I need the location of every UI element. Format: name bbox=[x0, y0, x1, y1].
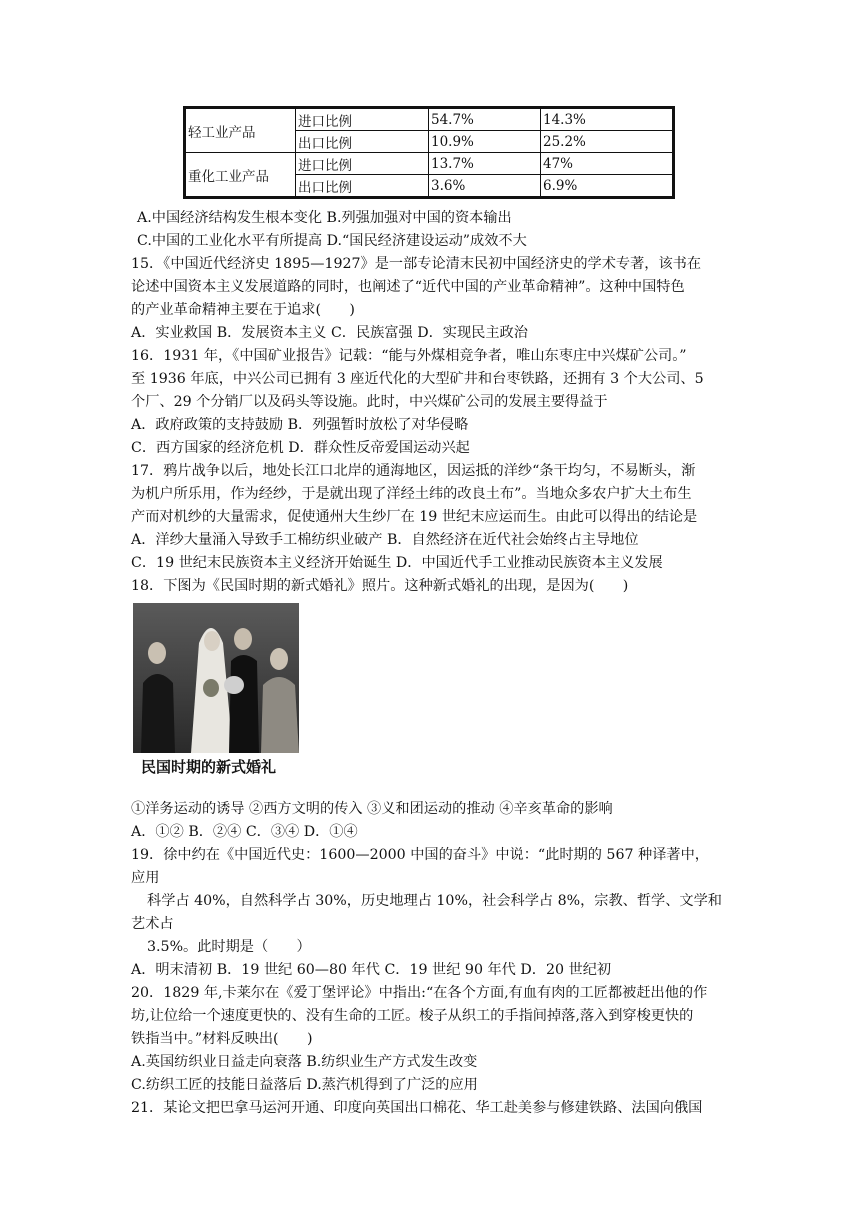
table-cell-value: 47% bbox=[541, 153, 674, 175]
table-cell-type: 出口比例 bbox=[296, 175, 429, 198]
text-line: 应用 bbox=[131, 870, 160, 886]
table-cell-value: 10.9% bbox=[429, 131, 541, 153]
table-cell-category: 轻工业产品 bbox=[185, 108, 296, 153]
text-line: 坊,让位给一个速度更快的、没有生命的工匠。梭子从织工的手指间掉落,落入到穿梭更快的 bbox=[131, 1008, 694, 1024]
text-line: 个厂、29 个分销厂以及码头等设施。此时，中兴煤矿公司的发展主要得益于 bbox=[131, 394, 608, 410]
table-cell-value: 25.2% bbox=[541, 131, 674, 153]
text-line: 科学占 40%，自然科学占 30%，历史地理占 10%，社会科学占 8%，宗教、哲学、文学和 bbox=[147, 893, 722, 909]
text-line: 20．1829 年,卡莱尔在《爱丁堡评论》中指出:“在各个方面,有血有肉的工匠都被赶出他的作 bbox=[131, 985, 708, 1001]
text-line: 产而对机纱的大量需求，促使通州大生纱厂在 19 世纪末应运而生。由此可以得出的结论是 bbox=[131, 509, 698, 525]
text-line: 铁指当中。”材料反映出( ) bbox=[131, 1031, 313, 1047]
text-line: 18．下图为《民国时期的新式婚礼》照片。这种新式婚礼的出现，是因为( ) bbox=[131, 578, 629, 594]
text-line: A．政府政策的支持鼓励 B．列强暂时放松了对华侵略 bbox=[131, 417, 469, 433]
trade-ratio-table bbox=[183, 106, 675, 199]
table-cell-type: 进口比例 bbox=[296, 108, 429, 131]
text-line: A.中国经济结构发生根本变化 B.列强加强对中国的资本输出 bbox=[137, 210, 512, 226]
text-line: A．实业救国 B．发展资本主义 C．民族富强 D．实现民主政治 bbox=[131, 325, 528, 341]
table-cell-type: 进口比例 bbox=[296, 153, 429, 175]
text-line: ①洋务运动的诱导 ②西方文明的传入 ③义和团运动的推动 ④辛亥革命的影响 bbox=[131, 801, 613, 817]
text-line: 为机户所乐用，作为经纱，于是就出现了洋经土纬的改良土布”。当地众多农户扩大土布生 bbox=[131, 486, 692, 502]
text-line: 19．徐中约在《中国近代史：1600—2000 中国的奋斗》中说：“此时期的 567 种译著中， bbox=[131, 847, 709, 863]
wedding-photo bbox=[133, 603, 299, 753]
text-line: A.英国纺织业日益走向衰落 B.纺织业生产方式发生改变 bbox=[131, 1054, 478, 1070]
text-line: 15．《中国近代经济史 1895—1927》是一部专论清末民初中国经济史的学术专著，该书在 bbox=[131, 256, 702, 272]
text-line: A．①② B．②④ C．③④ D．①④ bbox=[131, 824, 358, 840]
text-line: 16．1931 年，《中国矿业报告》记载：“能与外煤相竞争者，唯山东枣庄中兴煤矿公司。” bbox=[131, 348, 687, 364]
table-cell-value: 6.9% bbox=[541, 175, 674, 198]
table-row bbox=[185, 153, 674, 175]
text-line: C．西方国家的经济危机 D．群众性反帝爱国运动兴起 bbox=[131, 440, 470, 456]
table-cell-value: 3.6% bbox=[429, 175, 541, 198]
text-line: C.中国的工业化水平有所提高 D.“国民经济建设运动”成效不大 bbox=[137, 233, 527, 249]
text-line: 3.5%。此时期是（ ） bbox=[147, 939, 311, 955]
text-line: C.纺织工匠的技能日益落后 D.蒸汽机得到了广泛的应用 bbox=[131, 1077, 478, 1093]
table-cell-value: 14.3% bbox=[541, 108, 674, 131]
table-row bbox=[185, 108, 674, 131]
text-line: A．明末清初 B．19 世纪 60—80 年代 C．19 世纪 90 年代 D．20 世纪初 bbox=[131, 962, 612, 978]
wedding-photo-image bbox=[133, 603, 299, 753]
text-line: 论述中国资本主义发展道路的同时，也阐述了“近代中国的产业革命精神”。这种中国特色 bbox=[131, 279, 685, 295]
text-line: 17．鸦片战争以后，地处长江口北岸的通海地区，因运抵的洋纱“条干均匀，不易断头，渐 bbox=[131, 463, 696, 479]
text-line: 艺术占 bbox=[131, 916, 174, 932]
text-line: 的产业革命精神主要在于追求( ) bbox=[131, 302, 355, 318]
text-line: C．19 世纪末民族资本主义经济开始诞生 D．中国近代手工业推动民族资本主义发展 bbox=[131, 555, 663, 571]
table-cell-type: 出口比例 bbox=[296, 131, 429, 153]
text-line: 至 1936 年底，中兴公司已拥有 3 座近代化的大型矿井和台枣铁路，还拥有 3 个大公司、5 bbox=[131, 371, 704, 387]
table-cell-value: 54.7% bbox=[429, 108, 541, 131]
photo-caption: 民国时期的新式婚礼 bbox=[133, 753, 299, 781]
text-line: 21．某论文把巴拿马运河开通、印度向英国出口棉花、华工赴美参与修建铁路、法国向俄国 bbox=[131, 1100, 703, 1116]
table-cell-category: 重化工业产品 bbox=[185, 153, 296, 198]
text-line: A．洋纱大量涌入导致手工棉纺织业破产 B．自然经济在近代社会始终占主导地位 bbox=[131, 532, 639, 548]
table-cell-value: 13.7% bbox=[429, 153, 541, 175]
